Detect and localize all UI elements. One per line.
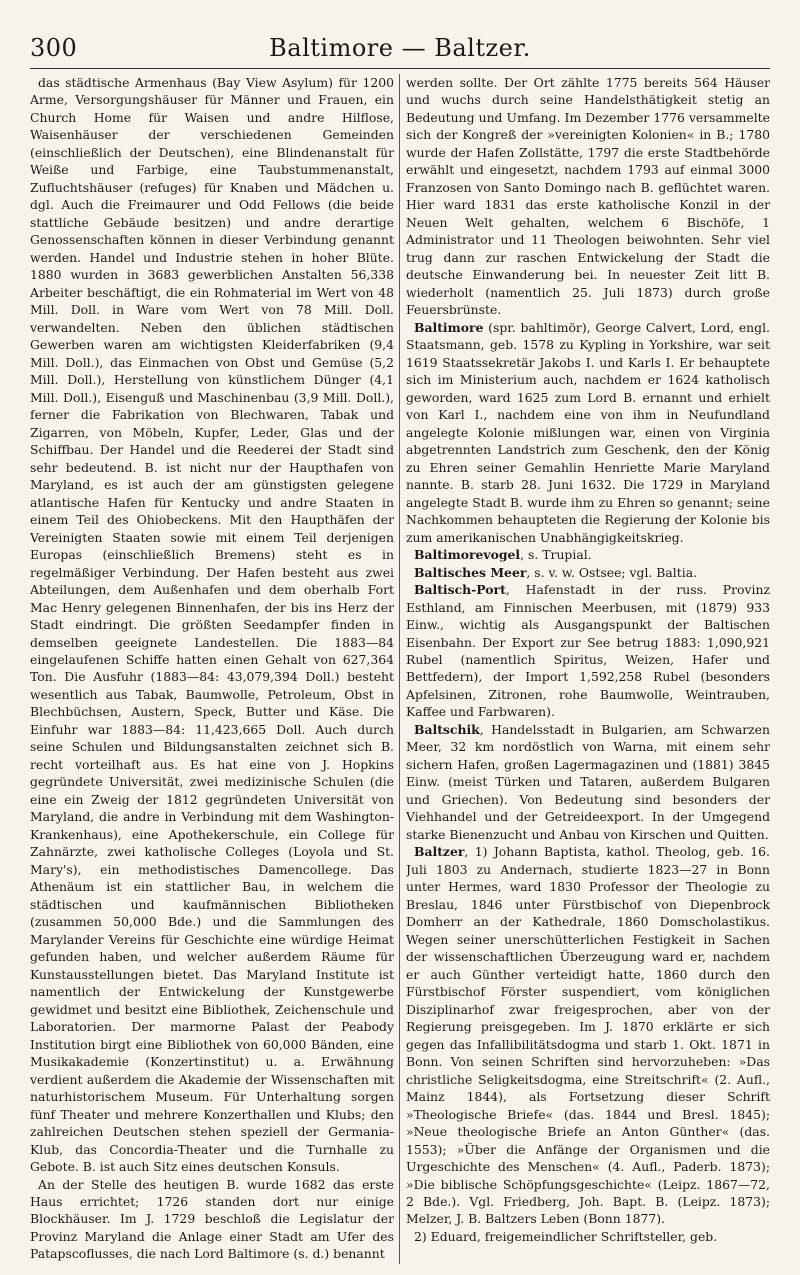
entry-text: , Hafenstadt in der russ. Provinz Esthland, am Finnischen Meerbusen, mit (1879) 933 Einw., wichtig als Ausgangspunkt der Baltischen Eisenbahn. Der Export zur See betrug 1883: 1,090,921 Rubel (namentlich Spiritus, Weizen, Hafer und Bettfedern), der Import 1,592,258 Rubel (besonders Apfelsinen, Zitronen, rohe Baumwolle, Weintrauben, Kaffee und Farbwaren).: [406, 582, 770, 720]
entry-text: das städtische Armenhaus (Bay View Asylum) für 1200 Arme, Versorgungshäuser für Männer und Frauen, ein Church Home für Waisen und andre Hilflose, Waisenhäuser der verschiedenen Gemeinden (einschließlich der Deutschen), eine Blindenanstalt für Weiße und Farbige, eine Taubstummenanstalt, Zufluchtshäuser (refuges) für Knaben und Mädchen u. dgl. Auch die Freimaurer und Odd Fellows (die beide stattliche Gebäude besitzen) und andre derartige Genossenschaften können in dieser Verbindung genannt werden. Handel und Industrie stehen in hoher Blüte. 1880 wurden in 3683 gewerblichen Anstalten 56,338 Arbeiter beschäftigt, die ein Rohmaterial im Wert von 48 Mill. Doll. in Ware vom Wert von 78 Mill. Doll. verwandelten. Neben den üblichen städtischen Gewerben waren am wichtigsten Kleiderfabriken (9,4 Mill. Doll.), das Einmachen von Obst und Gemüse (5,2 Mill. Doll.), Herstellung von künstlichem Dünger (4,1 Mill. Doll.), Eisenguß und Maschinenbau (3,9 Mill. Doll.), ferner die Fabrikation von Blechwaren, Tabak und Zigarren, von Möbeln, Kupfer, Leder, Glas und der Schiffbau. Der Handel und die Reederei der Stadt sind sehr bedeutend. B. ist nicht nur der Haupthafen von Maryland, es ist auch der am günstigsten gelegene atlantische Hafen für Kentucky und andre Staaten in einem Teil des Ohiobeckens. Mit den Haupthäfen der Vereinigten Staaten sowie mit einem Teil derjenigen Europas (einschließlich Bremens) steht es in regelmäßiger Verbindung. Der Hafen besteht aus zwei Abteilungen, dem Außenhafen und dem oberhalb Fort Mac Henry gelegenen Binnenhafen, der bis ins Herz der Stadt eindringt. Die größten Seedampfer finden in demselben geeignete Landestellen. Die 1883—84 eingelaufenen Schiffe hatten einen Gehalt von 627,364 Ton. Die Ausfuhr (1883—84: 43,079,394 Doll.) besteht wesentlich aus Tabak, Baumwolle, Petroleum, Obst in Blechbüchsen, Austern, Speck, Butter und Käse. Die Einfuhr war 1883—84: 11,423,665 Doll. Auch durch seine Schulen und Bildungsanstalten zeichnet sich B. recht vorteilhaft aus. Es hat eine von J. Hopkins gegründete Universität, zwei medizinische Schulen (die eine ein Zweig der 1812 gegründeten Universität von Maryland, die andre in Verbindung mit dem Washington-Krankenhaus), eine Apothekerschule, ein College für Zahnärzte, zwei katholische Colleges (Loyola und St. Mary's), ein methodistisches Damencollege. Das Athenäum ist ein stattlicher Bau, in welchem die städtischen und kaufmännischen Bibliotheken (zusammen 50,000 Bde.) und die Sammlungen des Marylander Vereins für Geschichte eine würdige Heimat gefunden haben, und welcher außerdem Räume für Kunstausstellungen bietet. Das Maryland Institute ist namentlich der Entwickelung der Kunstgewerbe gewidmet und besitzt eine Bibliothek, Zeichenschule und Laboratorien. Der marmorne Palast der Peabody Institution birgt eine Bibliothek von 60,000 Bänden, eine Musikakademie (Konzertinstitut) u. a. Erwähnung verdient außerdem die Akademie der Wissenschaften mit naturhistorischem Museum. Für Unterhaltung sorgen fünf Theater und mehrere Konzerthallen und Klubs; den zahlreichen Deutschen stehen speziell der Germania-Klub, das Concordia-Theater und die Turnhalle zu Gebote. B. ist auch Sitz eines deutschen Konsuls.: [30, 75, 394, 1175]
headword: Baltzer: [414, 844, 465, 860]
headword: Baltimore: [414, 319, 484, 335]
entry-text: (spr. bahltimör), George Calvert, Lord, engl. Staatsmann, geb. 1578 zu Kypling in Yorkshire, war seit 1619 Staatssekretär Jakobs I. und Karls I. Er behauptete sich im Ministerium auch, nachdem er 1624 katholisch geworden, ward 1625 zum Lord B. ernannt und erhielt von Karl I., nachdem eine von ihm in Neufundland angelegte Kolonie mißlungen war, einen von Virginia abgetrennten Landstrich zum Geschenk, den der König zu Ehren seiner Gemahlin Henriette Marie Maryland nannte. B. starb 28. Juni 1632. Die 1729 in Maryland angelegte Stadt B. wurde ihm zu Ehren so genannt; seine Nachkommen behaupteten die Regierung der Kolonie bis zum amerikanischen Unabhängigkeitskrieg.: [406, 319, 770, 545]
entry-text: An der Stelle des heutigen B. wurde 1682 das erste Haus errichtet; 1726 standen dort nur einige Blockhäuser. Im J. 1729 beschloß die Legislatur der Provinz Maryland die Anlage einer Stadt am Ufer des Patapscoflusses, die nach Lord Baltimore (s. d.) benannt: [30, 1176, 394, 1262]
entry-baltimore: [406, 319, 770, 546]
column-divider: [399, 74, 400, 1264]
page-number: 300: [30, 34, 78, 62]
entry-text: 2) Eduard, freigemeindlicher Schriftsteller, geb.: [414, 1228, 718, 1244]
paragraph: [406, 1228, 770, 1245]
paragraph: [406, 74, 770, 319]
entry-text: werden sollte. Der Ort zählte 1775 bereits 564 Häuser und wuchs durch seine Handelsthätigkeit stetig an Bedeutung und Umfang. Im Dezember 1776 versammelte sich der Kongreß der »vereinigten Kolonien« in B.; 1780 wurde der Hafen Zollstätte, 1797 die erste Stadtbehörde erwählt und eingesetzt, nachdem 1793 auf einmal 3000 Franzosen von Santo Domingo nach B. geflüchtet waren. Hier ward 1831 das erste katholische Konzil in der Neuen Welt gehalten, welchem 6 Bischöfe, 1 Administrator und 11 Theologen beiwohnten. Sehr viel trug dann zur raschen Entwickelung der Stadt die deutsche Einwanderung bei. In neuester Zeit litt B. wiederholt (namentlich 25. Juli 1873) durch große Feuersbrünste.: [406, 75, 770, 318]
entry-baltisch-port: [406, 581, 770, 721]
left-column: [30, 74, 394, 1264]
entry-text: , s. Trupial.: [520, 547, 592, 563]
paragraph: [30, 74, 394, 1176]
paragraph: [30, 1176, 394, 1263]
entry-baltzer: [406, 843, 770, 1228]
right-column: [406, 74, 770, 1264]
entry-text: , s. v. w. Ostsee; vgl. Baltia.: [526, 564, 698, 580]
headword: Baltisches Meer: [414, 564, 527, 580]
headword: Baltimorevogel: [414, 547, 521, 563]
running-title: Baltimore — Baltzer.: [269, 34, 531, 62]
entry-baltisches-meer: [406, 564, 770, 581]
entry-text: , 1) Johann Baptista, kathol. Theolog, geb. 16. Juli 1803 zu Andernach, studierte 1823—27 in Bonn unter Hermes, ward 1830 Professor der Theologie zu Breslau, 1846 unter Fürstbischof von Diepenbrock Domherr an der Kathedrale, 1860 Domscholastikus. Wegen seiner unerschütterlichen Festigkeit in Sachen der wissenschaftlichen Überzeugung ward er, nachdem er auch Günther verteidigt hatte, 1860 durch den Fürstbischof Förster suspendiert, vom königlichen Disziplinarhof zwar freigesprochen, aber von der Regierung preisgegeben. Im J. 1870 erklärte er sich gegen das Infallibilitätsdogma und starb 1. Okt. 1871 in Bonn. Von seinen Schriften sind hervorzuheben: »Das christliche Seligkeitsdogma, eine Streitschrift« (2. Aufl., Mainz 1844), als Fortsetzung dieser Schrift »Theologische Briefe« (das. 1844 und Bresl. 1845); »Neue theologische Briefe an Anton Günther« (das. 1553); »Über die Anfänge der Organismen und die Urgeschichte des Menschen« (4. Aufl., Paderb. 1873); »Die biblische Schöpfungsgeschichte« (Leipz. 1867—72, 2 Bde.). Vgl. Friedberg, Joh. Bapt. B. (Leipz. 1873); Melzer, J. B. Baltzers Leben (Bonn 1877).: [406, 844, 770, 1227]
entry-text: , Handelsstadt in Bulgarien, am Schwarzen Meer, 32 km nordöstlich von Warna, mit einem sehr sichern Hafen, großen Lagermagazinen und (1881) 3845 Einw. (meist Türken und Tataren, außerdem Bulgaren und Griechen). Von Bedeutung sind besonders der Viehhandel und der Getreideexport. In der Umgegend starke Bienenzucht und Anbau von Kirschen und Quitten.: [406, 721, 770, 842]
headword: Baltschik: [414, 721, 480, 737]
entry-baltschik: [406, 721, 770, 843]
entry-baltimorevogel: [406, 546, 770, 563]
headword: Baltisch-Port: [414, 582, 506, 598]
page-header: [30, 34, 770, 69]
